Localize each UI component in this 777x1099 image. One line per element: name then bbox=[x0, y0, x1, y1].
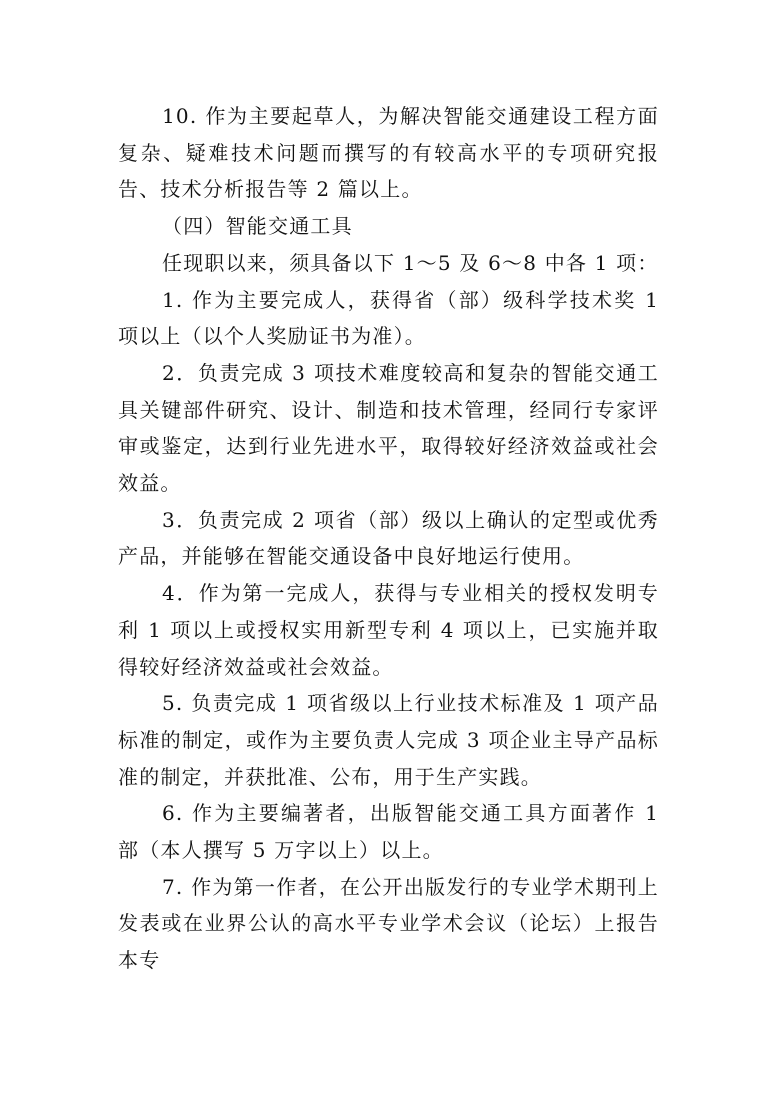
paragraph-item-3: 3．负责完成 2 项省（部）级以上确认的定型或优秀产品，并能够在智能交通设备中良好地运行使用。 bbox=[118, 507, 659, 569]
paragraph-item-1: 1. 作为主要完成人，获得省（部）级科学技术奖 1 项以上（以个人奖励证书为准）。 bbox=[118, 287, 659, 349]
paragraph-item-5: 5. 负责完成 1 项省级以上行业技术标准及 1 项产品标准的制定，或作为主要负责人完成 3 项企业主导产品标准的制定，并获批准、公布，用于生产实践。 bbox=[118, 691, 659, 789]
paragraph-item-2: 2．负责完成 3 项技术难度较高和复杂的智能交通工具关键部件研究、设计、制造和技术管理，经同行专家评审或鉴定，达到行业先进水平，取得较好经济效益或社会效益。 bbox=[118, 360, 659, 496]
paragraph-item-7: 7. 作为第一作者，在公开出版发行的专业学术期刊上发表或在业界公认的高水平专业学术会议（论坛）上报告本专 bbox=[118, 874, 659, 973]
section-heading-smart-transport-tools: （四）智能交通工具 bbox=[162, 214, 353, 239]
requirements-intro: 任现职以来，须具备以下 1～5 及 6～8 中各 1 项： bbox=[162, 250, 659, 275]
paragraph-item-4: 4．作为第一完成人，获得与专业相关的授权发明专利 1 项以上或授权实用新型专利 4 项以上，已实施并取得较好经济效益或社会效益。 bbox=[118, 581, 659, 679]
paragraph-item-10: 10. 作为主要起草人，为解决智能交通建设工程方面复杂、疑难技术问题而撰写的有较高水平的专项研究报告、技术分析报告等 2 篇以上。 bbox=[118, 104, 659, 202]
paragraph-item-6: 6. 作为主要编著者，出版智能交通工具方面著作 1 部（本人撰写 5 万字以上）以上。 bbox=[118, 801, 659, 863]
